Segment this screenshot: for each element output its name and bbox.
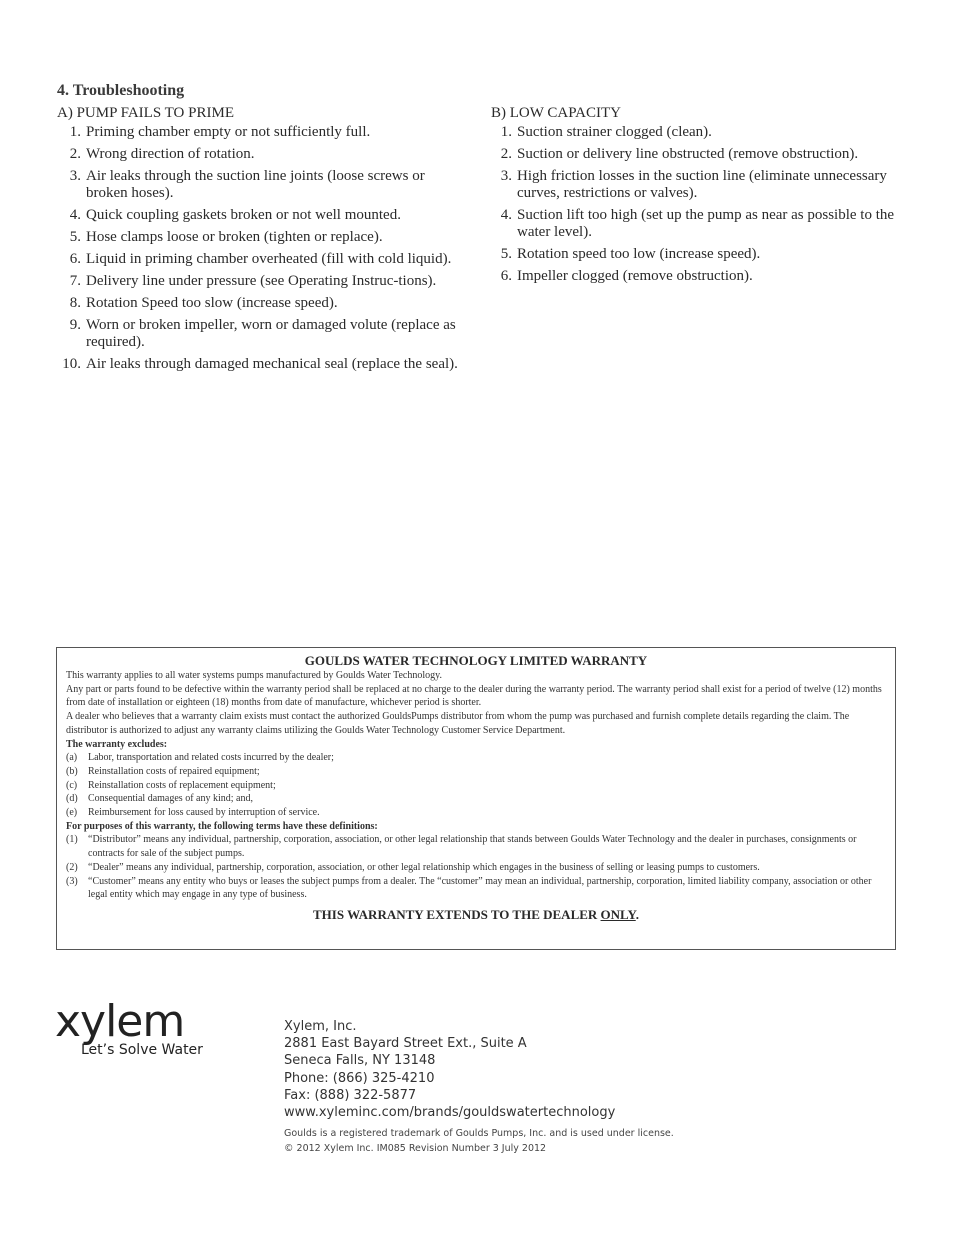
- warranty-item-text: Labor, transportation and related costs incurred by the dealer;: [88, 752, 334, 764]
- contact-street: 2881 East Bayard Street Ext., Suite A: [284, 1036, 527, 1052]
- item-number: 8.: [69, 295, 81, 311]
- item-text: Rotation speed too low (increase speed).: [517, 246, 761, 262]
- contact-fax: Fax: (888) 322-5877: [284, 1087, 417, 1103]
- warranty-list-item: [66, 861, 886, 875]
- item-number: 9.: [69, 317, 81, 333]
- warranty-list-item: [66, 875, 886, 902]
- section-title: 4. Troubleshooting: [57, 82, 185, 99]
- low-capacity-list: [491, 124, 911, 285]
- item-number: 1.: [69, 124, 81, 140]
- warranty-footer-period: .: [635, 906, 639, 922]
- item-text: Suction strainer clogged (clean).: [517, 124, 712, 140]
- warranty-footer: [66, 908, 886, 922]
- item-number: 7.: [69, 273, 81, 289]
- contact-company: Xylem, Inc.: [284, 1019, 357, 1034]
- item-text: Air leaks through the suction line joints (loose screws or broken hoses).: [86, 168, 425, 201]
- item-text: Priming chamber empty or not sufficiently full.: [86, 124, 371, 140]
- item-number: 6.: [69, 251, 81, 267]
- fine-print: [284, 1127, 674, 1156]
- item-number: 3.: [69, 168, 81, 184]
- excludes-list: [66, 751, 886, 820]
- warranty-item-label: (d): [66, 793, 78, 805]
- list-item: [57, 124, 467, 141]
- list-item: [491, 268, 911, 285]
- item-text: Hose clamps loose or broken (tighten or replace).: [86, 229, 383, 245]
- contact-phone: Phone: (866) 325-4210: [284, 1070, 435, 1086]
- warranty-item-text: Reinstallation costs of repaired equipment;: [88, 765, 260, 777]
- warranty-list-item: [66, 751, 886, 765]
- xylem-logo: [55, 996, 203, 1058]
- excludes-heading: The warranty excludes:: [66, 738, 168, 750]
- list-item: [491, 124, 911, 141]
- list-item: [57, 168, 467, 202]
- item-number: 1.: [500, 124, 512, 140]
- item-number: 5.: [500, 246, 512, 262]
- definitions-heading: For purposes of this warranty, the following terms have these definitions:: [66, 820, 378, 832]
- item-number: 4.: [69, 207, 81, 223]
- trademark-notice: Goulds is a registered trademark of Goulds Pumps, Inc. and is used under license.: [284, 1128, 674, 1139]
- item-text: Suction or delivery line obstructed (remove obstruction).: [517, 146, 859, 162]
- list-item: [491, 246, 911, 263]
- pump-fails-heading: A) PUMP FAILS TO PRIME: [57, 105, 234, 121]
- warranty-list-item: [66, 806, 886, 820]
- item-text: Air leaks through damaged mechanical seal (replace the seal).: [86, 356, 458, 372]
- list-item: [491, 168, 911, 202]
- warranty-item-text: Consequential damages of any kind; and,: [88, 793, 253, 805]
- warranty-item-label: (c): [66, 779, 78, 791]
- warranty-footer-only: ONLY: [600, 906, 636, 922]
- item-number: 10.: [62, 356, 81, 372]
- list-item: [57, 295, 467, 312]
- item-number: 4.: [500, 207, 512, 223]
- item-text: Delivery line under pressure (see Operating Instruc-tions).: [86, 273, 437, 289]
- list-item: [57, 251, 467, 268]
- item-text: Suction lift too high (set up the pump as near as possible to the water level).: [517, 207, 895, 240]
- list-item: [57, 229, 467, 246]
- item-text: Liquid in priming chamber overheated (fill with cold liquid).: [86, 251, 452, 267]
- item-text: Rotation Speed too slow (increase speed).: [86, 295, 338, 311]
- definitions-list: [66, 833, 886, 902]
- item-number: 3.: [500, 168, 512, 184]
- warranty-item-label: (3): [66, 875, 78, 887]
- warranty-box: [56, 647, 896, 950]
- item-text: Worn or broken impeller, worn or damaged volute (replace as required).: [86, 317, 456, 350]
- warranty-paragraph: A dealer who believes that a warranty claim exists must contact the authorized GouldsPumps distributor from whom the pump was purchased and furnish complete details regarding the claim. The distributor is authorized to adjust any warranty claims utilizing the Goulds Water Technology Customer Service Department.: [66, 711, 850, 736]
- item-number: 2.: [69, 146, 81, 162]
- logo-wordmark: xylem: [55, 996, 185, 1047]
- list-item: [57, 273, 467, 290]
- warranty-paragraph: This warranty applies to all water systems pumps manufactured by Goulds Water Technology.: [66, 670, 443, 681]
- warranty-list-item: [66, 833, 886, 860]
- list-item: [57, 207, 467, 224]
- contact-web: www.xyleminc.com/brands/gouldswatertechnology: [284, 1105, 616, 1121]
- low-capacity-heading: B) LOW CAPACITY: [491, 105, 622, 121]
- warranty-item-label: (2): [66, 861, 78, 873]
- warranty-item-text: “Distributor” means any individual, partnership, corporation, association, or other legal relationship that stands between Goulds Water Technology and the dealer in purchases, consignments or contracts for sale of the subject pumps.: [88, 834, 857, 860]
- list-item: [491, 146, 911, 163]
- warranty-list-item: [66, 792, 886, 806]
- pump-fails-list: [57, 124, 467, 373]
- logo-tagline: Let’s Solve Water: [81, 1042, 203, 1058]
- list-item: [57, 317, 467, 351]
- item-text: High friction losses in the suction line (eliminate unnecessary curves, restrictions or valves).: [517, 168, 887, 201]
- warranty-item-label: (b): [66, 765, 78, 777]
- item-number: 2.: [500, 146, 512, 162]
- item-text: Wrong direction of rotation.: [86, 146, 255, 162]
- item-number: 6.: [500, 268, 512, 284]
- item-text: Quick coupling gaskets broken or not well mounted.: [86, 207, 401, 223]
- warranty-item-label: (1): [66, 834, 78, 846]
- list-item: [57, 356, 467, 373]
- warranty-title: GOULDS WATER TECHNOLOGY LIMITED WARRANTY: [304, 653, 648, 668]
- copyright-line: © 2012 Xylem Inc. IM085 Revision Number 3 July 2012: [284, 1142, 547, 1154]
- list-item: [491, 207, 911, 241]
- item-number: 5.: [69, 229, 81, 245]
- item-text: Impeller clogged (remove obstruction).: [517, 268, 753, 284]
- warranty-footer-text: THIS WARRANTY EXTENDS TO THE DEALER: [313, 906, 601, 922]
- warranty-item-label: (a): [66, 752, 78, 764]
- warranty-list-item: [66, 765, 886, 779]
- warranty-item-text: “Customer” means any entity who buys or leases the subject pumps from a dealer. The “customer” may mean an individual, partnership, corporation, limited liability company, association or other legal entity which may engage in any type of business.: [88, 875, 872, 901]
- contact-block: [284, 1018, 615, 1121]
- warranty-item-label: (e): [66, 807, 78, 819]
- warranty-paragraph: Any part or parts found to be defective within the warranty period shall be replaced at no charge to the dealer during the warranty period. The warranty period shall exist for a period of twelve (12) months from date of installation or eighteen (18) months from date of manufacture, whichever period is shorter.: [66, 683, 882, 709]
- pump-fails-column: [57, 105, 467, 378]
- warranty-item-text: Reinstallation costs of replacement equipment;: [88, 779, 276, 791]
- warranty-item-text: “Dealer” means any individual, partnership, corporation, association, or other legal relationship which engages in the business of selling or leasing pumps to customers.: [88, 861, 760, 873]
- warranty-list-item: [66, 779, 886, 793]
- contact-city: Seneca Falls, NY 13148: [284, 1053, 436, 1069]
- list-item: [57, 146, 467, 163]
- low-capacity-column: [491, 105, 911, 290]
- warranty-item-text: Reimbursement for loss caused by interruption of service.: [88, 807, 320, 819]
